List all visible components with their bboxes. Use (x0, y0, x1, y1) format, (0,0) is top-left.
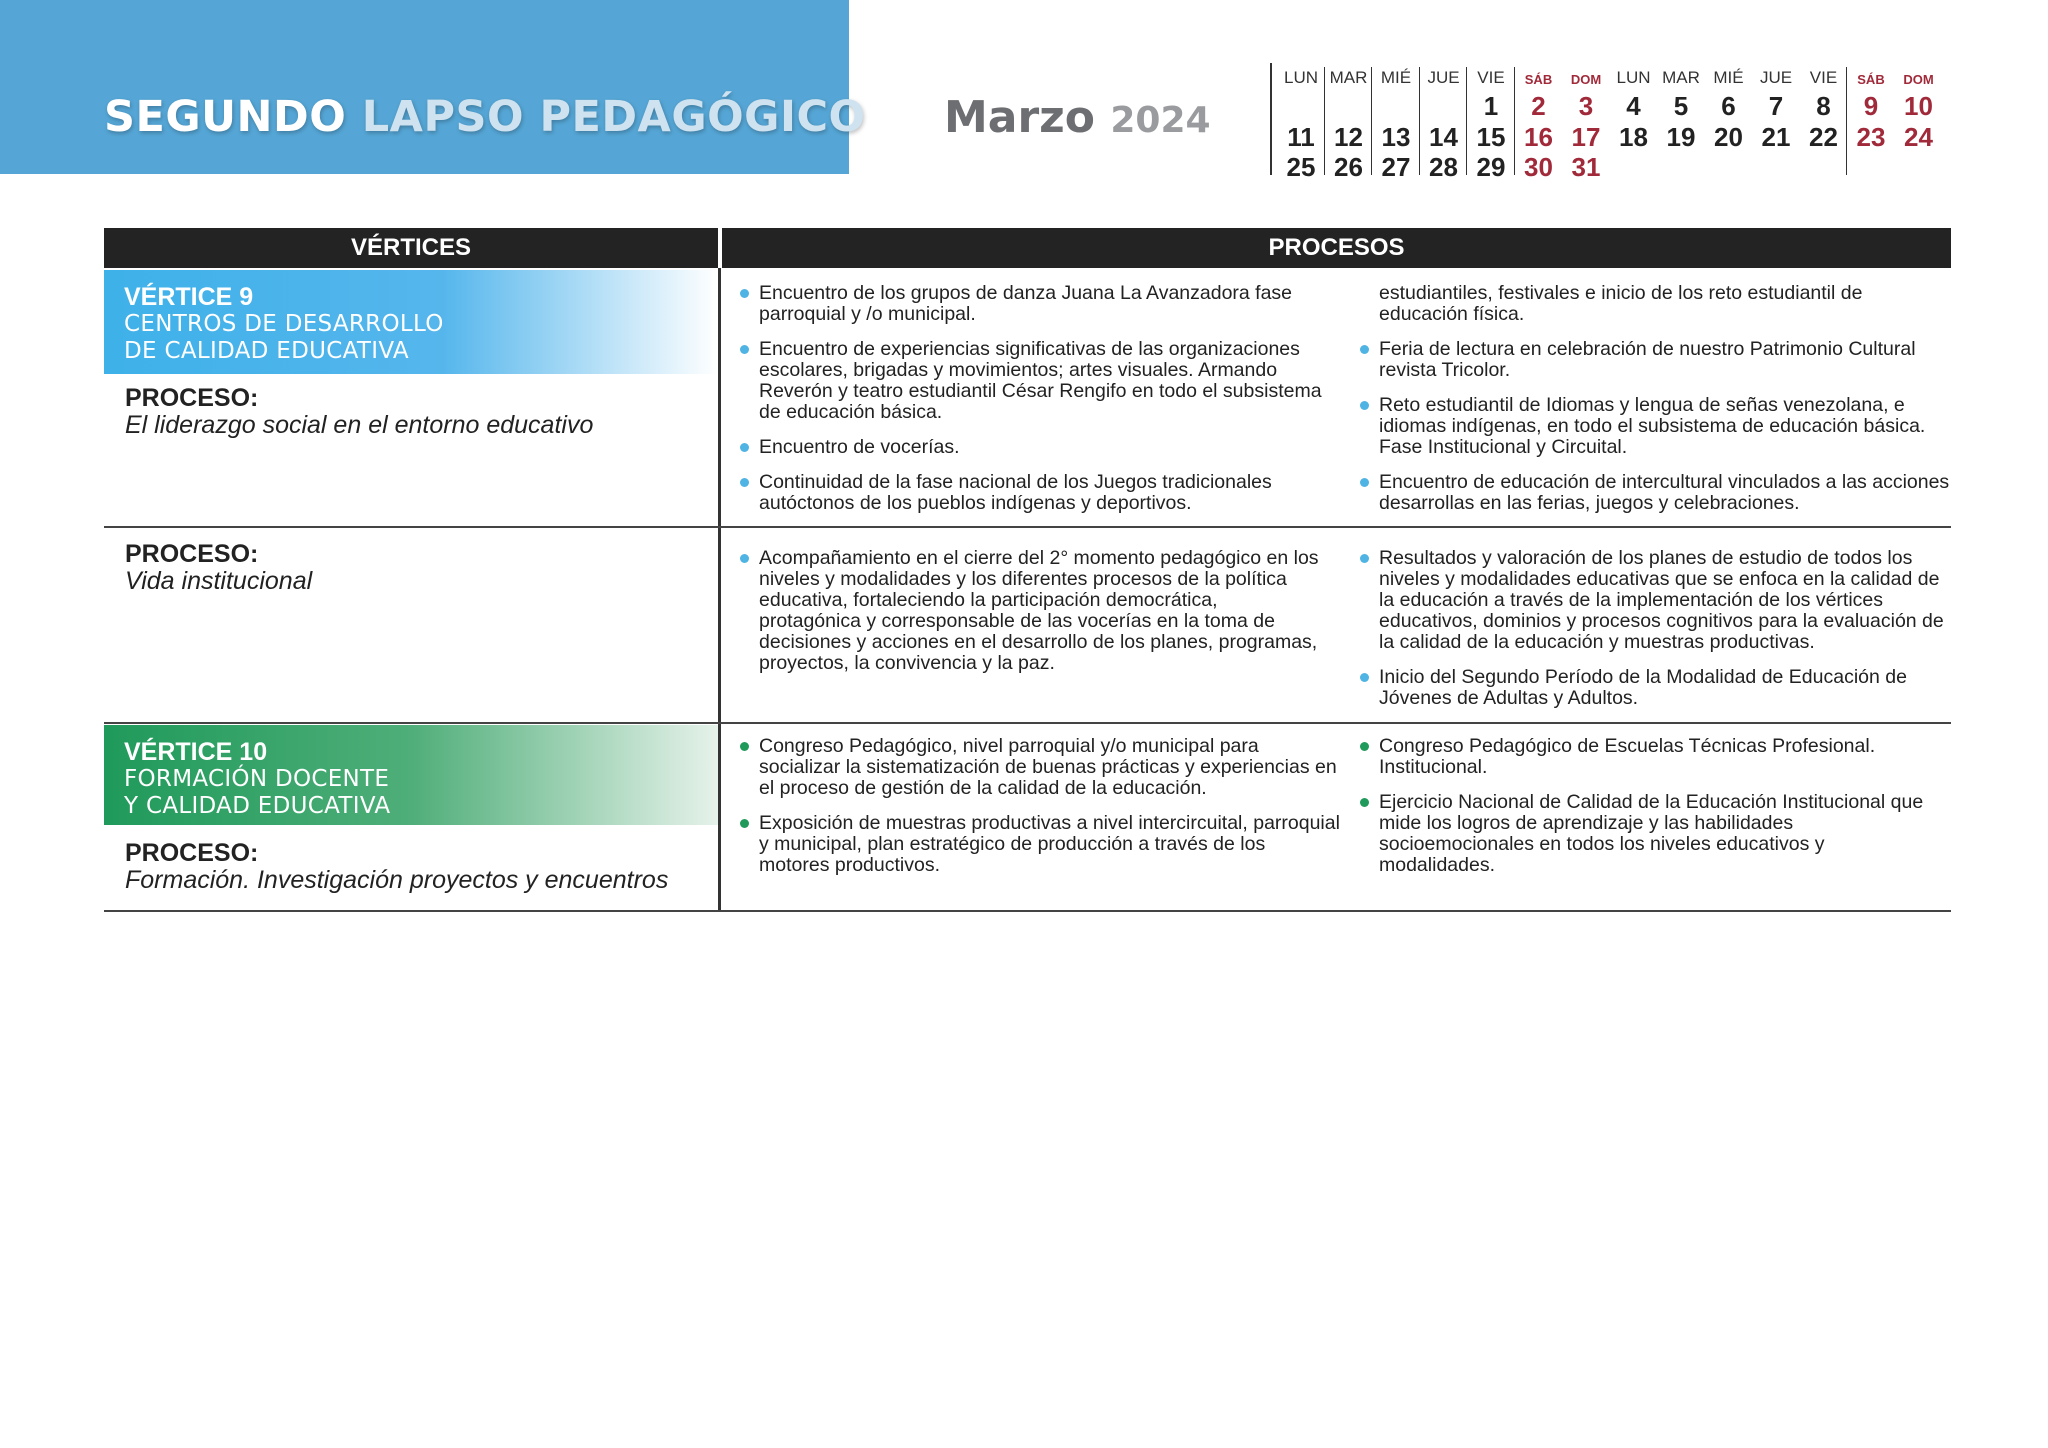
bullet-icon (740, 478, 749, 487)
calendar-day: 3 (1578, 91, 1594, 121)
calendar-day: 27 (1381, 152, 1411, 182)
calendar-weekday: MAR (1662, 68, 1700, 87)
calendar-day: 4 (1626, 91, 1641, 121)
list-item: Feria de lectura en celebración de nuestro Patrimonio Cultural revista Tricolor. (1360, 339, 1950, 381)
month-name: Marzo (944, 92, 1096, 143)
list-item: Congreso Pedagógico, nivel parroquial y/o municipal para socializar la sistematización de buenas prácticas y experiencias en el proceso de gestión de la calidad de la educación. (740, 736, 1340, 799)
month-year: 2024 (1110, 100, 1211, 141)
calendar-day: 14 (1429, 121, 1458, 152)
calendar-weekday: JUE (1427, 68, 1460, 87)
process-block (125, 385, 705, 439)
page-title (104, 92, 866, 142)
calendar-weekday: DOM (1570, 72, 1602, 87)
process-list-left (740, 548, 1320, 688)
calendar-day: 12 (1334, 121, 1363, 152)
header-banner (0, 0, 849, 174)
calendar-day: 25 (1286, 152, 1316, 182)
process-list-right (1360, 548, 1950, 723)
process-label: PROCESO: (125, 384, 259, 412)
bullet-icon (740, 742, 749, 751)
calendar-day: 2 (1531, 91, 1546, 121)
vertex-subtitle-line1: CENTROS DE DESARROLLO (124, 311, 444, 337)
calendar-weekday: VIE (1809, 68, 1838, 87)
bullet-icon (1360, 401, 1369, 410)
calendar-weekday: MIÉ (1380, 68, 1412, 87)
calendar-day: 7 (1768, 91, 1784, 121)
process-name: Formación. Investigación proyectos y encuentros (125, 866, 669, 894)
calendar-weekday: SÁB (1857, 72, 1885, 87)
bullet-icon (740, 289, 749, 298)
list-item: Encuentro de educación de intercultural vinculados a las acciones desarrollas en las ferias, juegos y celebraciones. (1360, 472, 1950, 514)
bullet-icon (1360, 478, 1369, 487)
bullet-icon (740, 819, 749, 828)
title-main: SEGUNDO (104, 92, 347, 142)
calendar-day: 26 (1334, 152, 1363, 182)
calendar-weekday: LUN (1616, 68, 1651, 87)
bullet-icon (740, 345, 749, 354)
list-item: Encuentro de experiencias significativas de las organizaciones escolares, brigadas y movimientos; artes visuales. Armando Reverón y teatro estudiantil César Rengifo en todo el subsistema de educación básica. (740, 339, 1330, 423)
calendar-weekday: LUN (1283, 68, 1318, 87)
calendar-day: 1 (1483, 91, 1499, 121)
calendar-weekday: VIE (1477, 68, 1505, 87)
calendar-weekday: MAR (1329, 68, 1368, 87)
process-name: Vida institucional (125, 567, 313, 595)
bullet-icon (740, 554, 749, 563)
vertex-10-band (104, 725, 718, 825)
column-divider (718, 724, 721, 910)
list-item: Inicio del Segundo Período de la Modalidad de Educación de Jóvenes de Adultas y Adultos. (1360, 667, 1950, 709)
list-item: Continuidad de la fase nacional de los Juegos tradicionales autóctonos de los pueblos indígenas y deportivos. (740, 472, 1330, 514)
list-item: Encuentro de los grupos de danza Juana La Avanzadora fase parroquial y /o municipal. (740, 283, 1330, 325)
calendar-day: 23 (1856, 121, 1886, 152)
vertex-9-band (104, 270, 718, 374)
process-label: PROCESO: (125, 839, 259, 867)
calendar-day: 9 (1863, 91, 1879, 121)
month-label (944, 92, 1211, 143)
list-item: Acompañamiento en el cierre del 2° momento pedagógico en los niveles y modalidades y los diferentes procesos de la política educativa, fortaleciendo la participación democrática, protagónica y corresponsable de las vocerías en la toma de decisiones y acciones en el desarrollo de los planes, programas, proyectos, la convivencia y la paz. (740, 548, 1320, 674)
column-divider (718, 528, 721, 722)
vertex-subtitle-line2: DE CALIDAD EDUCATIVA (124, 338, 409, 364)
calendar-day: 6 (1721, 91, 1736, 121)
process-list-right (1360, 283, 1950, 528)
process-block (125, 541, 705, 595)
calendar-weekday: JUE (1759, 68, 1793, 87)
calendar-day: 20 (1714, 121, 1743, 152)
process-list-right (1360, 736, 1940, 890)
bullet-icon (740, 443, 749, 452)
column-divider (718, 268, 721, 526)
vertex-title: VÉRTICE 9 (124, 283, 254, 311)
column-header-procesos: PROCESOS (722, 228, 1951, 268)
calendar-day: 28 (1429, 152, 1458, 182)
bullet-icon (1360, 742, 1369, 751)
list-item: Congreso Pedagógico de Escuelas Técnicas Profesional. Institucional. (1360, 736, 1940, 778)
calendar-day: 11 (1287, 121, 1315, 152)
calendar-weekday: DOM (1903, 72, 1934, 87)
vertex-title: VÉRTICE 10 (124, 738, 268, 766)
calendar-day: 30 (1524, 152, 1553, 182)
list-item-continued: estudiantiles, festivales e inicio de los reto estudiantil de educación física. (1379, 282, 1863, 325)
process-label: PROCESO: (125, 540, 259, 568)
calendar-day: 19 (1666, 121, 1696, 152)
bullet-icon (1360, 345, 1369, 354)
calendar-day: 18 (1619, 121, 1648, 152)
vertex-subtitle-line2: Y CALIDAD EDUCATIVA (124, 793, 391, 819)
row-divider (104, 910, 1951, 912)
title-light: LAPSO PEDAGÓGICO (361, 92, 866, 142)
list-item: Ejercicio Nacional de Calidad de la Educación Institucional que mide los logros de aprendizaje y las habilidades socioemocionales en todos los niveles educativos y modalidades. (1360, 792, 1940, 876)
calendar-day: 8 (1816, 91, 1831, 121)
calendar-day: 29 (1476, 152, 1506, 182)
calendar-weekday: SÁB (1524, 72, 1553, 87)
process-list-left (740, 736, 1340, 890)
process-list-left (740, 283, 1330, 528)
calendar-day: 17 (1571, 121, 1601, 152)
calendar-day: 22 (1809, 121, 1838, 152)
calendar-day: 10 (1904, 91, 1933, 121)
calendar-day: 21 (1761, 121, 1791, 152)
list-item: Reto estudiantil de Idiomas y lengua de señas venezolana, e idiomas indígenas, en todo el subsistema de educación básica. Fase Institucional y Circuital. (1360, 395, 1950, 458)
calendar-day: 13 (1381, 121, 1411, 152)
calendar-day: 24 (1904, 121, 1933, 152)
calendar-day: 15 (1476, 121, 1506, 152)
calendar-weekday: MIÉ (1713, 68, 1744, 87)
vertex-subtitle-line1: FORMACIÓN DOCENTE (124, 766, 390, 792)
column-header-vertices: VÉRTICES (104, 228, 718, 268)
bullet-icon (1360, 798, 1369, 807)
calendar-day: 5 (1673, 91, 1689, 121)
process-name: El liderazgo social en el entorno educativo (125, 411, 594, 439)
mini-calendar (1270, 63, 1952, 182)
calendar-day: 31 (1571, 152, 1601, 182)
bullet-icon (1360, 673, 1369, 682)
calendar-day: 16 (1524, 121, 1553, 152)
process-block (125, 840, 705, 894)
list-item: Resultados y valoración de los planes de estudio de todos los niveles y modalidades educativas que se enfoca en la calidad de la educación a través de la implementación de los vértices educativos, dominios y procesos cognitivos para la evaluación de la calidad de la educación y muestras productivas. (1360, 548, 1950, 653)
list-item: Encuentro de vocerías. (740, 437, 1330, 458)
bullet-icon (1360, 554, 1369, 563)
list-item: Exposición de muestras productivas a nivel intercircuital, parroquial y municipal, plan estratégico de producción a través de los motores productivos. (740, 813, 1340, 876)
